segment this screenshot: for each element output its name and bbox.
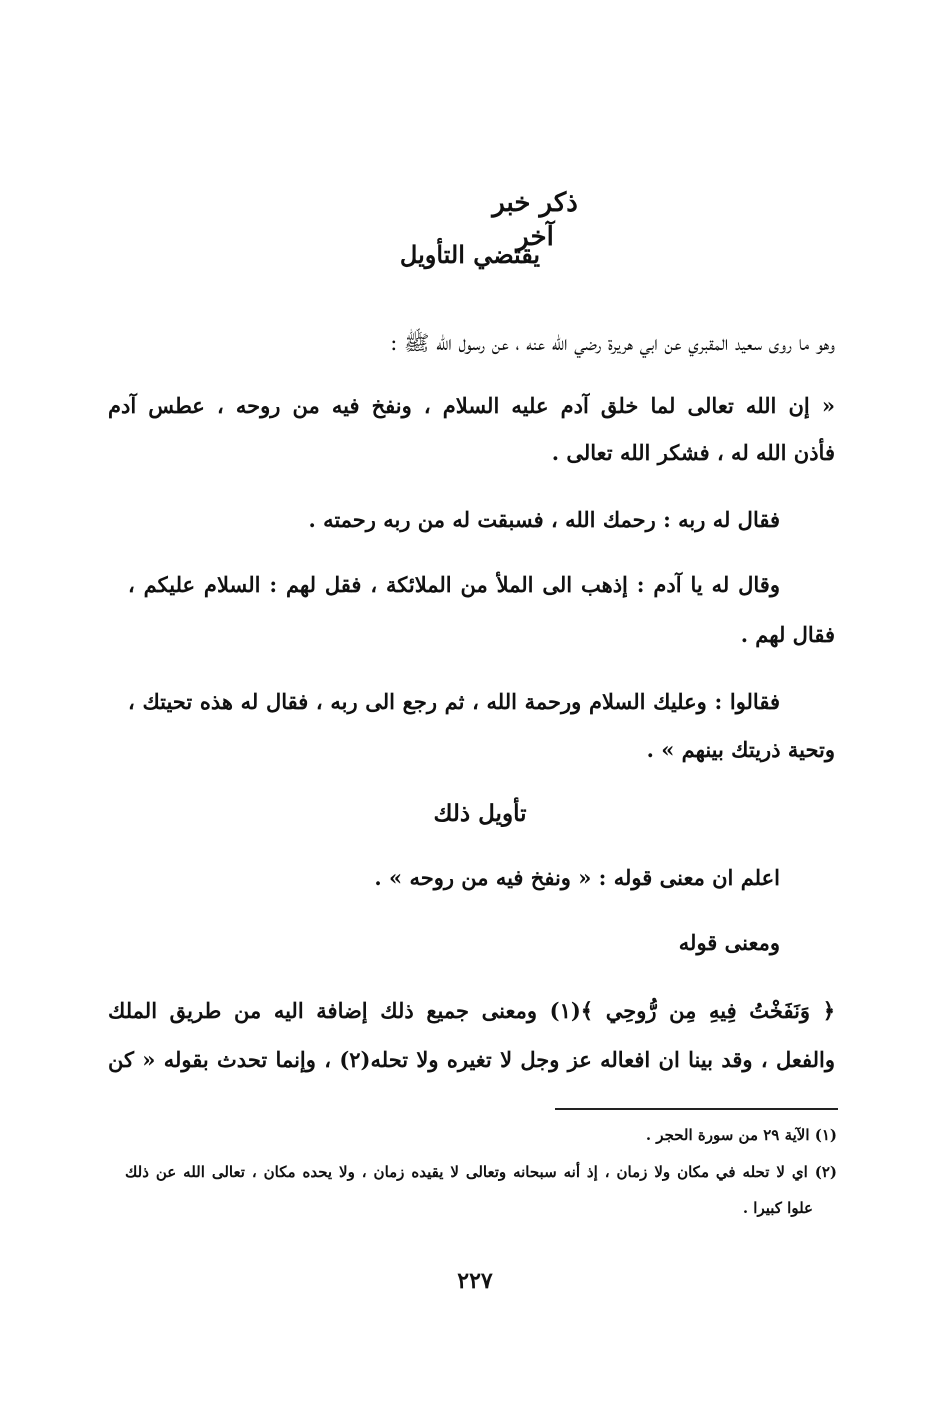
paragraph-line: « إن الله تعالى لما خلق آدم عليه السلام ، ونفخ فيه من روحه ، عطس آدم <box>108 393 835 418</box>
paragraph-line: فقالوا : وعليك السلام ورحمة الله ، ثم رجع الى ربه ، فقال له هذه تحيتك ، <box>128 689 780 714</box>
section-line: ﴿ وَنَفَخْتُ فِيهِ مِن رُّوحِي ﴾(١) ومعنى جميع ذلك إضافة اليه من طريق الملك <box>108 998 835 1023</box>
footnote: علوا كبيرا . <box>742 1199 813 1217</box>
page-number: ٢٢٧ <box>457 1268 493 1294</box>
footnote-divider <box>555 1108 838 1110</box>
footnote: (٢) اي لا تحله في مكان ولا زمان ، إذ أنه سبحانه وتعالى لا يقيده زمان ، ولا يحده مكان ، تعالى الله عن ذلك <box>125 1163 837 1181</box>
paragraph-line: فقال لهم . <box>740 622 835 647</box>
section-line: ومعنى قوله <box>678 930 780 955</box>
paragraph-line: وهو ما روى سعيد المقبري عن ابي هريرة رضي الله عنه ، عن رسول الله ﷺ : <box>390 331 835 355</box>
paragraph-line: فقال له ربه : رحمك الله ، فسبقت له من ربه رحمته . <box>308 507 780 532</box>
footnote: (١) الآية ٢٩ من سورة الحجر . <box>645 1126 837 1144</box>
section-line: اعلم ان معنى قوله : « ونفخ فيه من روحه » . <box>374 865 780 890</box>
paragraph-line: فأذن الله له ، فشكر الله تعالى . <box>551 440 835 465</box>
paragraph-line: وقال له يا آدم : إذهب الى الملأ من الملائكة ، فقل لهم : السلام عليكم ، <box>128 572 780 597</box>
paragraph-line: وتحية ذريتك بينهم » . <box>646 737 835 762</box>
chapter-title: ذكر خبر آخر <box>492 188 578 252</box>
chapter-subtitle: يقتضي التأويل <box>399 240 541 269</box>
section-title: تأويل ذلك <box>433 800 527 827</box>
section-line: والفعل ، وقد بينا ان افعاله عز وجل لا تغيره ولا تحله(٢) ، وإنما تحدث بقوله « كن <box>108 1047 835 1072</box>
